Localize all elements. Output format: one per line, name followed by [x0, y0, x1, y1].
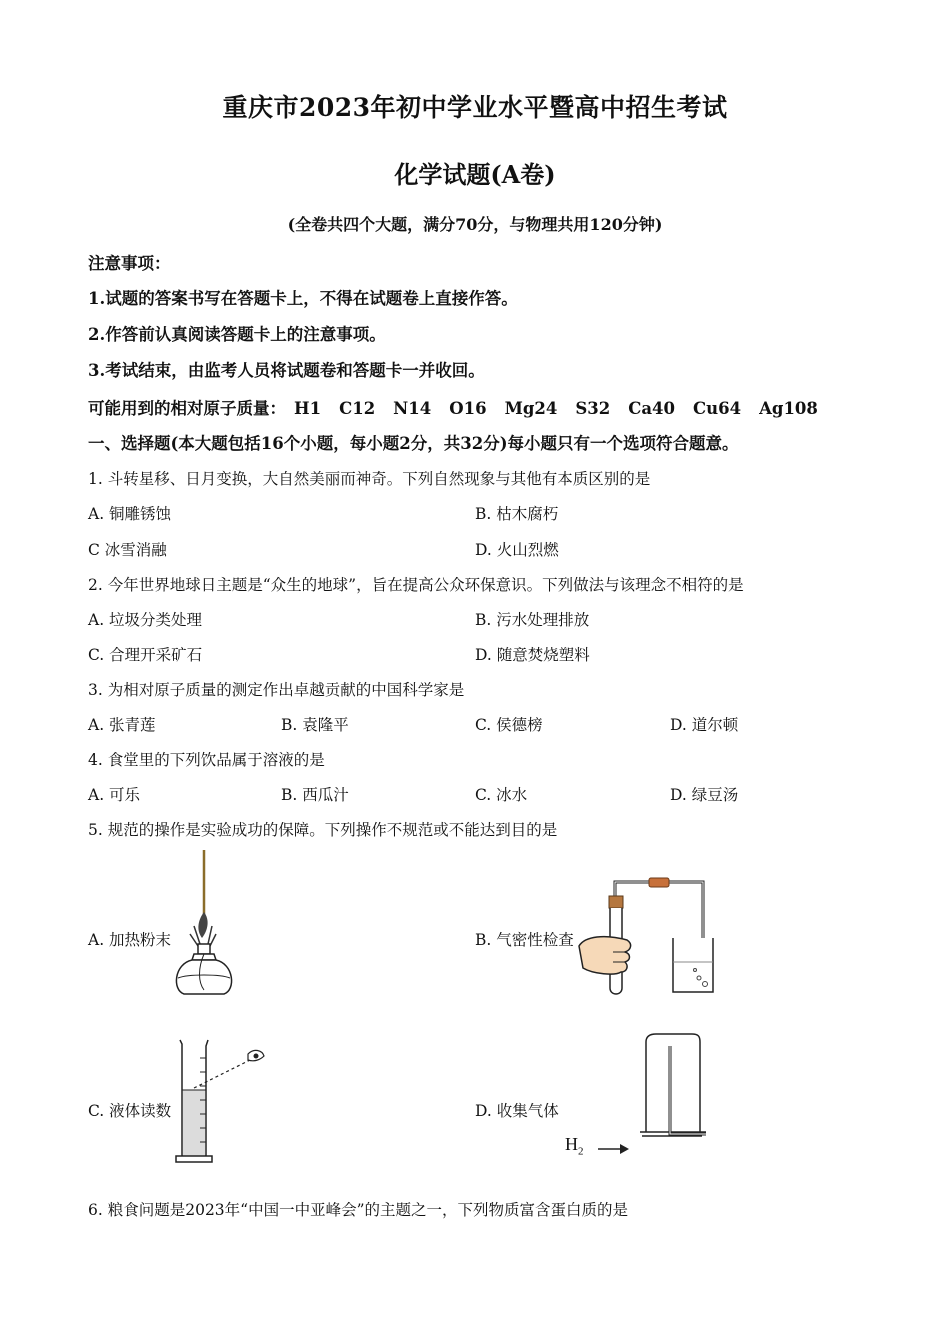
- gas-subscript: 2: [578, 1145, 584, 1158]
- atomic-masses: [88, 395, 836, 419]
- option-a: A. 可乐: [88, 786, 141, 804]
- option-a: A. 铜雕锈蚀: [88, 505, 172, 523]
- option-a: A. 垃圾分类处理: [88, 611, 203, 629]
- atomic-mass: N14: [393, 399, 432, 418]
- question-stem: 2. 今年世界地球日主题是“众生的地球”，旨在提高公众环保意识。下列做法与该理念不相符的是: [88, 576, 744, 594]
- note-item: 3.考试结束，由监考人员将试题卷和答题卡一并收回。: [88, 361, 485, 380]
- option-a: A. 张青莲: [88, 716, 156, 734]
- atomic-mass: Mg24: [504, 399, 558, 418]
- atomic-mass: C12: [339, 399, 376, 418]
- exam-title: 重庆市2023年初中学业水平暨高中招生考试: [222, 93, 728, 122]
- question-stem: 4. 食堂里的下列饮品属于溶液的是: [88, 751, 325, 769]
- atomic-mass: H1: [294, 399, 322, 418]
- option-c: C. 液体读数: [88, 1102, 172, 1120]
- atomic-mass: Cu64: [693, 399, 742, 418]
- question-stem: 5. 规范的操作是实验成功的保障。下列操作不规范或不能达到目的是: [88, 821, 558, 839]
- option-b: B. 污水处理排放: [475, 611, 590, 629]
- option-d: D. 随意焚烧塑料: [475, 646, 590, 664]
- option-b: B. 袁隆平: [281, 716, 349, 734]
- section-heading: 一、选择题(本大题包括16个小题，每小题2分，共32分)每小题只有一个选项符合题意。: [88, 434, 739, 453]
- gas-formula: [565, 1134, 584, 1158]
- option-b: B. 气密性检查: [475, 931, 574, 949]
- atomic-mass: Ag108: [759, 399, 818, 418]
- option-b: B. 枯木腐朽: [475, 505, 559, 523]
- exam-subtitle: 化学试题(A卷): [394, 160, 556, 189]
- question-stem: 1. 斗转星移、日月变换，大自然美丽而神奇。下列自然现象与其他有本质区别的是: [88, 470, 651, 488]
- notes-heading: 注意事项：: [88, 254, 171, 273]
- note-item: 2.作答前认真阅读答题卡上的注意事项。: [88, 325, 386, 344]
- option-c: C 冰雪消融: [88, 541, 167, 559]
- exam-info: (全卷共四个大题，满分70分，与物理共用120分钟): [287, 215, 663, 234]
- option-a: A. 加热粉末: [88, 931, 172, 949]
- option-b: B. 西瓜汁: [281, 786, 349, 804]
- alcohol-lamp-figure: [168, 850, 238, 998]
- question-stem: 6. 粮食问题是2023年“中国一中亚峰会”的主题之一，下列物质富含蛋白质的是: [88, 1201, 629, 1219]
- option-c: C. 侯德榜: [475, 716, 543, 734]
- option-d: D. 道尔顿: [670, 716, 739, 734]
- atomic-masses-label: 可能用到的相对原子质量：: [88, 399, 286, 418]
- question-stem: 3. 为相对原子质量的测定作出卓越贡献的中国科学家是: [88, 681, 465, 699]
- option-c: C. 冰水: [475, 786, 528, 804]
- option-c: C. 合理开采矿石: [88, 646, 203, 664]
- gas-collection-figure: [640, 1032, 710, 1144]
- note-item: 1.试题的答案书写在答题卡上，不得在试题卷上直接作答。: [88, 289, 518, 308]
- option-d: D. 火山烈燃: [475, 541, 559, 559]
- gas-symbol: H: [565, 1134, 578, 1154]
- option-d: D. 收集气体: [475, 1102, 559, 1120]
- cylinder-reading-figure: [170, 1038, 270, 1166]
- arrow-right-icon: [598, 1142, 630, 1156]
- atomic-mass: S32: [575, 399, 611, 418]
- atomic-mass: O16: [449, 399, 487, 418]
- option-d: D. 绿豆汤: [670, 786, 739, 804]
- airtightness-figure: [575, 870, 715, 1000]
- atomic-mass: Ca40: [628, 399, 676, 418]
